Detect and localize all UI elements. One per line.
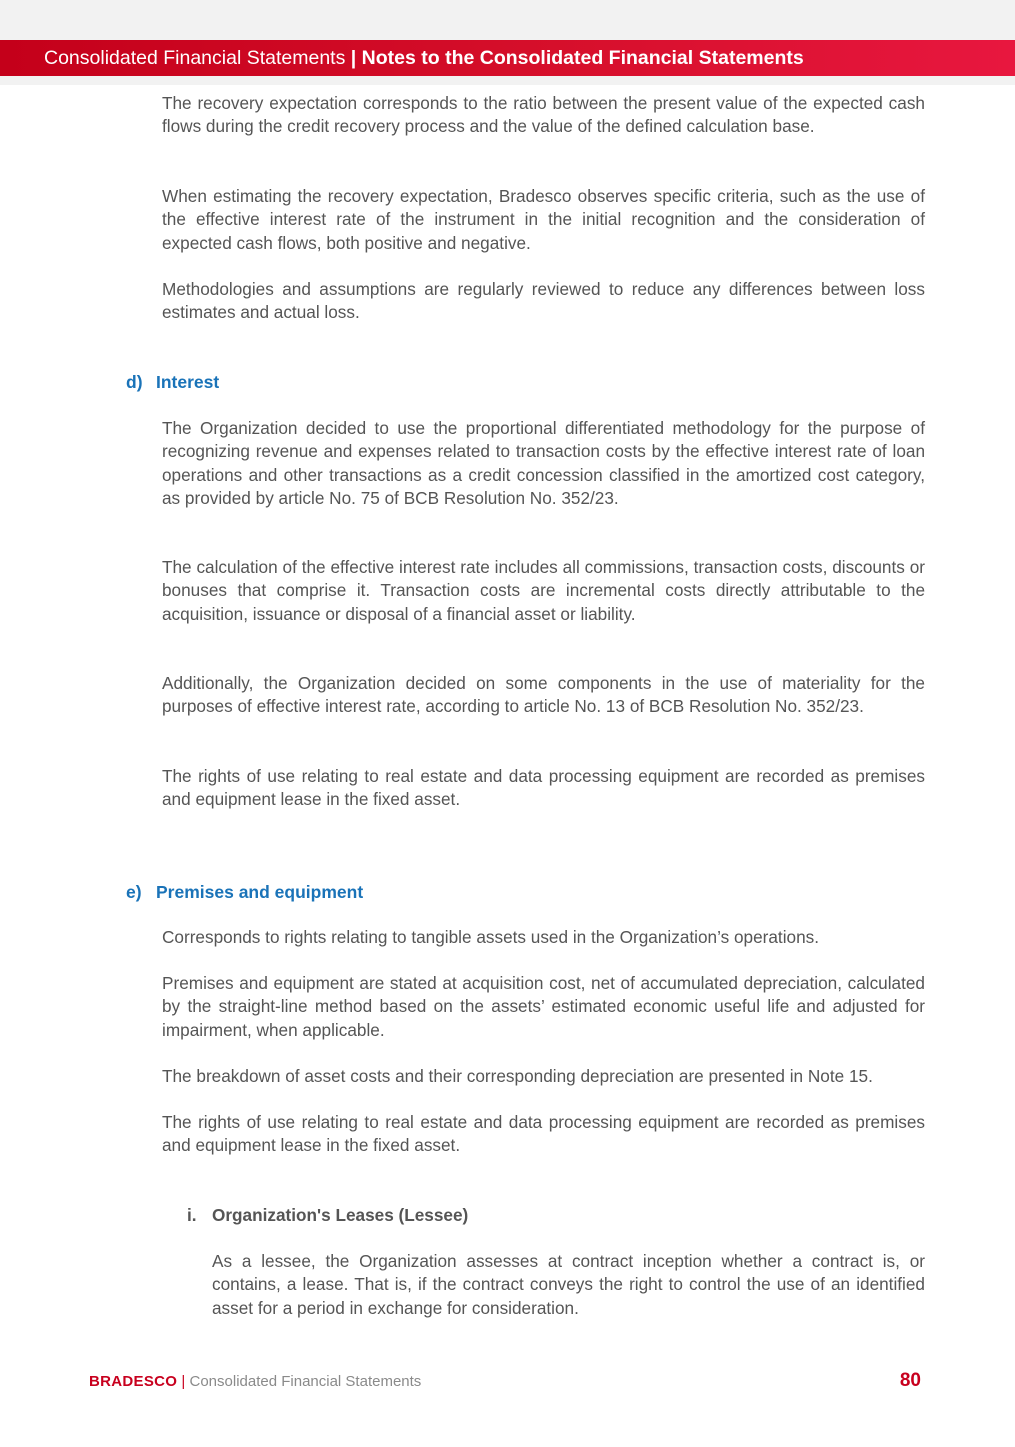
header-bar [0, 40, 1015, 76]
subsection-i-number: i. [187, 1205, 197, 1225]
intro-paragraph-2: When estimating the recovery expectation, Bradesco observes specific criteria, such as the use of the effective interest rate of the instrument in the initial recognition and the consideration of expected cash flows, both positive and negative. [162, 186, 925, 253]
header-title: Notes to the Consolidated Financial Statements [361, 47, 804, 69]
section-d-title: Interest [156, 372, 220, 392]
section-e-title: Premises and equipment [156, 882, 364, 902]
section-d-paragraph-4: The rights of use relating to real estate and data processing equipment are recorded as premises and equipment lease in the fixed asset. [162, 766, 925, 810]
subsection-i-title: Organization's Leases (Lessee) [212, 1205, 469, 1225]
header-separator: | [350, 47, 357, 69]
section-e-letter: e) [126, 882, 142, 902]
footer-brand: BRADESCO [89, 1373, 178, 1390]
header-section: Consolidated Financial Statements [44, 47, 346, 69]
footer [89, 1372, 421, 1392]
header-under-strip [0, 76, 1015, 85]
section-d-heading [126, 371, 219, 394]
section-e-paragraph-4: The rights of use relating to real estate and data processing equipment are recorded as premises and equipment lease in the fixed asset. [162, 1112, 925, 1156]
subsection-i-heading [187, 1204, 468, 1227]
section-d-paragraph-1: The Organization decided to use the proportional differentiated methodology for the purpose of recognizing revenue and expenses related to transaction costs by the effective interest rate of loan operations and other transactions as a credit concession classified in the amortized cost category, as provided by article No. 75 of BCB Resolution No. 352/23. [162, 418, 925, 508]
intro-paragraph-3: Methodologies and assumptions are regularly reviewed to reduce any differences between loss estimates and actual loss. [162, 279, 925, 323]
section-d-letter: d) [126, 372, 143, 392]
subsection-i-paragraph-1: As a lessee, the Organization assesses at contract inception whether a contract is, or contains, a lease. That is, if the contract conveys the right to control the use of an identified asset for a period in exchange for consideration. [212, 1251, 925, 1318]
footer-separator: | [181, 1373, 186, 1390]
section-e-paragraph-1: Corresponds to rights relating to tangible assets used in the Organization’s operations. [162, 927, 820, 947]
top-margin-strip [0, 0, 1015, 40]
section-d-paragraph-2: The calculation of the effective interest rate includes all commissions, transaction costs, discounts or bonuses that comprise it. Transaction costs are incremental costs directly attributable to the acquisition, issuance or disposal of a financial asset or liability. [162, 557, 925, 624]
intro-paragraph-1: The recovery expectation corresponds to the ratio between the present value of the expected cash flows during the credit recovery process and the value of the defined calculation base. [162, 93, 925, 137]
footer-document-title: Consolidated Financial Statements [189, 1373, 422, 1390]
section-e-heading [126, 881, 363, 904]
section-e-paragraph-3: The breakdown of asset costs and their corresponding depreciation are presented in Note 15. [162, 1066, 873, 1086]
header-text [44, 40, 804, 76]
section-e-paragraph-2: Premises and equipment are stated at acquisition cost, net of accumulated depreciation, calculated by the straight-line method based on the assets’ estimated economic useful life and adjusted for impairment, when applicable. [162, 973, 925, 1040]
section-d-paragraph-3: Additionally, the Organization decided on some components in the use of materiality for the purposes of effective interest rate, according to article No. 13 of BCB Resolution No. 352/23. [162, 673, 925, 717]
page-number: 80 [899, 1370, 921, 1391]
